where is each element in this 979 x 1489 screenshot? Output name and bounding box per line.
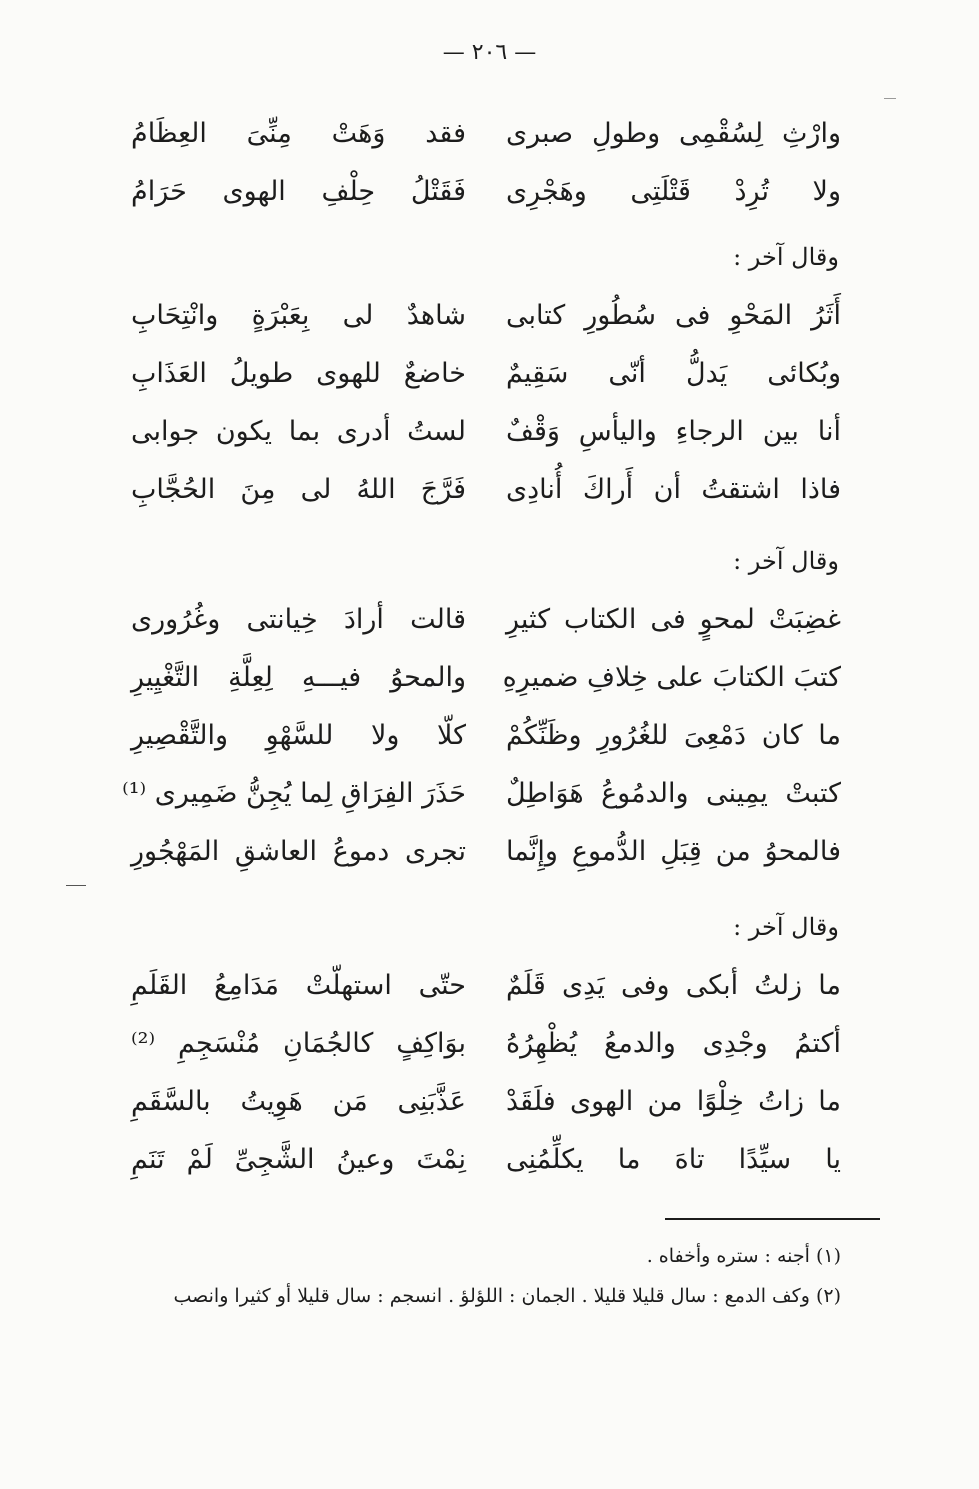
poem-section: [131, 898, 841, 1188]
margin-mark: [66, 885, 86, 886]
verse: [131, 460, 841, 518]
verse: [131, 1072, 841, 1130]
second-hemistich: فَرَّجَ اللهُ لى مِنَ الحُجَّابِ: [131, 473, 466, 505]
first-hemistich: ما زلتُ أبكى وفى يَدِى قَلَمٌ: [506, 969, 841, 1001]
poem-continuation: [131, 104, 841, 220]
second-hemistich: شاهدٌ لى بِعَبْرَةٍ وانْتِحَابِ: [131, 299, 466, 331]
verse: [131, 590, 841, 648]
second-hemistich: بوَاكِفٍ كالجُمَانِ مُنْسَجِمِ ⁽²⁾: [131, 1027, 466, 1059]
first-hemistich: وارْثِ لِسُقْمِى وطولِ صبرى: [506, 117, 841, 149]
second-hemistich: والمحوُ فيـــهِ لِعِلَّةِ التَّغْيِيرِ: [131, 661, 466, 693]
poem-section: [131, 228, 841, 518]
first-hemistich: كتبتْ يمِينى والدمُوعُ هَوَاطِلٌ: [506, 777, 841, 809]
verse: [131, 344, 841, 402]
verse: [131, 286, 841, 344]
second-hemistich: تجرى دموعُ العاشقِ المَهْجُورِ: [131, 835, 466, 867]
poem-section: [122, 532, 841, 880]
first-hemistich: ولا تُرِدْ قَتْلَتِى وهَجْرِى: [506, 175, 841, 207]
footnotes: [141, 1236, 841, 1316]
second-hemistich: لستُ أدرى بما يكون جوابى: [131, 415, 466, 447]
verse: [131, 1130, 841, 1188]
first-hemistich: فاذا اشتقتُ أن أَراكَ أُنادِى: [506, 473, 841, 505]
second-hemistich: فقد وَهَتْ مِنِّىَ العِظَامُ: [131, 117, 466, 149]
first-hemistich: فالمحوُ من قِبَلِ الدُّموعِ وإِنَّما: [506, 835, 841, 867]
first-hemistich: وبُكائى يَدلُّ أنّى سَقِيمٌ: [506, 357, 841, 389]
first-hemistich: ما زاتُ خِلْوًا من الهوى فلَقَدْ: [506, 1085, 841, 1117]
second-hemistich: قالت أرادَ خِيانتى وغُرُورى: [131, 603, 466, 635]
first-hemistich: أكتمُ وجْدِى والدمعُ يُظْهِرُهُ: [506, 1027, 841, 1059]
poem-intro: وقال آخر :: [733, 547, 839, 575]
page-number: — ٢٠٦ —: [442, 40, 537, 65]
poem-intro: وقال آخر :: [733, 243, 839, 271]
margin-mark: [884, 98, 896, 99]
verse: [131, 162, 841, 220]
first-hemistich: ما كان دَمْعِىَ للغُرُورِ وظَنِّكُمْ: [506, 719, 841, 751]
second-hemistich: عَذَّبَنِى مَن هَوِيتُ بالسَّقَمِ: [131, 1085, 466, 1117]
footnote: (١) أجنه : ستره وأخفاه .: [646, 1245, 841, 1267]
verse: [131, 402, 841, 460]
first-hemistich: أنا بين الرجاءِ واليأسِ وَقْفٌ: [506, 415, 841, 447]
second-hemistich: نِمْتَ وعينُ الشَّجِىِّ لَمْ تَنَمِ: [131, 1143, 466, 1175]
second-hemistich: فَقَتْلُ حِلْفِ الهوى حَرَامُ: [131, 175, 466, 207]
first-hemistich: كتبَ الكتابَ على خِلافِ ضميرِهِ: [502, 661, 841, 693]
verse: [131, 956, 841, 1014]
verse: [131, 706, 841, 764]
verse: [131, 1014, 841, 1072]
second-hemistich: حَذَرَ الفِرَاقِ لِما يُجِنُّ ضَمِيرى ⁽¹⁾: [122, 777, 466, 809]
second-hemistich: خاضعٌ للهوى طويلُ العَذَابِ: [131, 357, 466, 389]
footnote: (٢) وكف الدمع : سال قليلا قليلا . الجمان : اللؤلؤ . انسجم : سال قليلا أو كثيرا وانصب: [173, 1285, 841, 1307]
poem-intro: وقال آخر :: [733, 913, 839, 941]
first-hemistich: يا سيِّدًا تاهَ ما يكلِّمُنِى: [506, 1143, 841, 1175]
first-hemistich: أَثَرُ المَحْوِ فى سُطُورِ كتابى: [506, 299, 841, 331]
second-hemistich: حتّى استهلّتْ مَدَامِعُ القَلَمِ: [131, 969, 466, 1001]
verse: [131, 648, 841, 706]
verse: [131, 104, 841, 162]
footnote-divider: [665, 1218, 880, 1220]
verse: [131, 822, 841, 880]
verse: [122, 764, 841, 822]
second-hemistich: كلّا ولا للسَّهْوِ والتَّقْصِيرِ: [131, 719, 466, 751]
first-hemistich: غضِبَتْ لمحوٍ فى الكتاب كثيرِ: [506, 603, 841, 635]
